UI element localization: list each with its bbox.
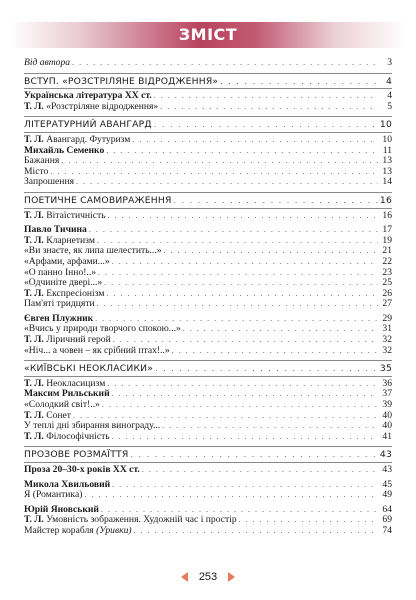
- toc-entry-page: 32: [382, 344, 392, 356]
- toc-entry-label: Проза 20–30-х років XX ст.: [24, 464, 140, 475]
- page-footer: [0, 568, 416, 586]
- toc-entry-label: [24, 526, 132, 537]
- toc-entry-page: 43: [382, 464, 392, 475]
- leader-dots: [112, 480, 378, 491]
- theory-prefix: Т. Л.: [24, 377, 44, 389]
- leader-dots: [183, 324, 378, 335]
- toc-entry[interactable]: [24, 299, 392, 310]
- toc-entry-label: [24, 102, 158, 113]
- toc-entry-page: 11: [382, 144, 392, 156]
- toc-entry-page: 22: [382, 255, 392, 267]
- leader-dots: [76, 177, 378, 188]
- toc-section-heading[interactable]: [24, 77, 392, 90]
- toc-entry-text: Майстер корабля: [24, 524, 94, 536]
- toc-section-label: ПРОЗОВЕ РОЗМАЇТТЯ: [24, 449, 129, 461]
- leader-dots: [130, 450, 377, 461]
- toc-entry[interactable]: [24, 465, 392, 476]
- leader-dots: [98, 268, 378, 279]
- toc-entry-text: «Розстріляне відродження»: [46, 100, 159, 112]
- toc-entry[interactable]: [24, 346, 392, 357]
- section-divider: [24, 116, 392, 117]
- leader-dots: [108, 211, 378, 222]
- toc-entry-page: 5: [387, 100, 392, 112]
- section-divider: [24, 446, 392, 447]
- toc-entry-label: Микола Хвильовий: [24, 478, 111, 490]
- toc-entry[interactable]: [24, 257, 392, 268]
- toc-entry-page: 21: [382, 245, 392, 257]
- toc-entry[interactable]: [24, 211, 392, 222]
- toc-entry-page: 45: [382, 478, 392, 490]
- leader-dots: [174, 196, 378, 207]
- toc-entry[interactable]: [24, 102, 392, 113]
- toc-entry-page: 39: [382, 399, 392, 411]
- leader-dots: [106, 146, 378, 157]
- toc-section-heading[interactable]: [24, 120, 392, 133]
- toc-entry-label: «Арфами, арфами...»: [24, 255, 110, 267]
- toc-section-label: ПОЕТИЧНЕ САМОВИРАЖЕННЯ: [24, 194, 172, 206]
- toc-entry-page: 36: [382, 377, 392, 389]
- toc-entry-text: Вітаїстичність: [46, 209, 106, 221]
- toc-entry-page: 14: [382, 176, 392, 188]
- toc-entry-page: 13: [382, 155, 392, 167]
- toc-section-heading[interactable]: [24, 364, 392, 377]
- toc-entry-page: 40: [382, 409, 392, 421]
- triangle-left-icon: [181, 572, 188, 582]
- leader-dots: [239, 515, 378, 526]
- toc-entry-label: «Одчиніте двері...»: [24, 277, 103, 289]
- toc-entry-label: Пам'яті тридцяти: [24, 298, 95, 310]
- toc-entry-page: 27: [382, 298, 392, 310]
- toc-entry-page: 64: [382, 503, 392, 515]
- toc-entry-label: Євген Плужник: [24, 312, 94, 324]
- toc-entry-page: 69: [382, 514, 392, 526]
- toc-section-heading[interactable]: [24, 196, 392, 209]
- toc-entry-label: «Солодкий світ!..»: [24, 399, 100, 411]
- toc-entry-label: «О панно Інно!..»: [24, 266, 97, 278]
- toc-entry-page: 17: [382, 224, 392, 236]
- leader-dots: [61, 156, 378, 167]
- table-of-contents: [24, 58, 392, 537]
- toc-entry-label: [24, 135, 130, 146]
- toc-entry[interactable]: [24, 146, 392, 157]
- section-divider: [24, 360, 392, 361]
- theory-prefix: Т. Л.: [24, 234, 44, 246]
- toc-section-label: «КИЇВСЬКІ НЕОКЛАСИКИ»: [24, 363, 154, 375]
- theory-prefix: Т. Л.: [24, 209, 44, 221]
- toc-entry-page: 3: [387, 57, 392, 68]
- toc-entry[interactable]: [24, 177, 392, 188]
- toc-entry-label: Михайль Семенко: [24, 144, 105, 156]
- leader-dots: [142, 465, 378, 476]
- toc-entry[interactable]: [24, 156, 392, 167]
- toc-entry-page: 10: [382, 133, 392, 145]
- section-divider: [24, 73, 392, 74]
- toc-section-label: ЛІТЕРАТУРНИЙ АВАНГАРД: [24, 119, 152, 131]
- toc-entry-page: 43: [379, 449, 392, 461]
- toc-entry-page: 35: [379, 363, 392, 375]
- leader-dots: [160, 102, 378, 113]
- toc-entry-page: 16: [379, 194, 392, 206]
- theory-prefix: Т. Л.: [24, 409, 44, 421]
- toc-entry-page: 29: [382, 312, 392, 324]
- toc-entry-label: [24, 432, 110, 443]
- toc-entry[interactable]: [24, 526, 392, 537]
- leader-dots: [84, 490, 378, 501]
- leader-dots: [97, 299, 378, 310]
- toc-entry-label: Я (Романтика): [24, 489, 83, 501]
- toc-entry-page: 37: [382, 388, 392, 400]
- toc-entry-page: 40: [382, 420, 392, 432]
- toc-section-heading[interactable]: [24, 450, 392, 463]
- toc-entry-page: 32: [382, 334, 392, 346]
- leader-dots: [102, 400, 378, 411]
- theory-prefix: Т. Л.: [24, 100, 44, 112]
- toc-entry-label: У теплі дні збирання винограду...: [24, 420, 161, 432]
- toc-entry-text: Кларнетизм: [46, 234, 95, 246]
- toc-entry-label: Запрошення: [24, 176, 74, 188]
- toc-entry-label: «Ніч... а човен – як срібний птах!..»: [24, 344, 170, 356]
- toc-entry-label: Юрій Яновський: [24, 503, 99, 515]
- section-divider: [24, 192, 392, 193]
- page-title: ЗМІСТ: [178, 25, 238, 44]
- toc-entry[interactable]: [24, 432, 392, 443]
- toc-entry-page: 49: [382, 489, 392, 501]
- leader-dots: [220, 77, 378, 88]
- theory-prefix: Т. Л.: [24, 430, 44, 442]
- leader-dots: [134, 526, 378, 537]
- leader-dots: [154, 120, 378, 131]
- toc-entry[interactable]: [24, 167, 392, 178]
- leader-dots: [154, 91, 378, 102]
- toc-entry[interactable]: [24, 135, 392, 146]
- toc-entry-page: 31: [382, 323, 392, 335]
- theory-prefix: Т. Л.: [24, 133, 44, 145]
- toc-entry-page: 4: [387, 90, 392, 102]
- toc-entry[interactable]: [24, 400, 392, 411]
- toc-entry-label: Українська література XX ст.: [24, 90, 152, 102]
- toc-entry-page: 41: [382, 430, 392, 442]
- toc-entry-text: Умовність зображення. Художній час і простір: [46, 514, 237, 526]
- leader-dots: [112, 432, 378, 443]
- toc-entry[interactable]: [24, 58, 392, 69]
- toc-entry-text: Експресіонізм: [46, 287, 105, 299]
- leader-dots: [104, 278, 378, 289]
- leader-dots: [112, 389, 378, 400]
- leader-dots: [164, 246, 378, 257]
- page-number: 253: [198, 571, 218, 584]
- toc-entry-page: 19: [382, 234, 392, 246]
- toc-entry-page: 23: [382, 266, 392, 278]
- toc-entry[interactable]: [24, 490, 392, 501]
- theory-prefix: Т. Л.: [24, 334, 44, 346]
- leader-dots: [162, 421, 378, 432]
- toc-entry-label: Місто: [24, 165, 49, 177]
- toc-entry-page: 13: [382, 165, 392, 177]
- toc-entry-page: 25: [382, 277, 392, 289]
- leader-dots: [106, 289, 378, 300]
- toc-section-label: ВСТУП. «РОЗСТРІЛЯНЕ ВІДРОДЖЕННЯ»: [24, 75, 219, 87]
- leader-dots: [89, 225, 378, 236]
- leader-dots: [172, 346, 378, 357]
- toc-entry-label: [24, 211, 106, 222]
- leader-dots: [155, 364, 378, 375]
- toc-entry-text: Неокласицизм: [46, 377, 106, 389]
- toc-entry-label: Максим Рильський: [24, 388, 110, 400]
- toc-entry-text: Сонет: [46, 409, 71, 421]
- toc-entry-text: Ліричний герой: [46, 334, 111, 346]
- toc-entry-page: 4: [385, 75, 392, 87]
- theory-prefix: Т. Л.: [24, 287, 44, 299]
- toc-entry-text: Авангард. Футуризм: [46, 133, 131, 145]
- toc-entry-page: 16: [382, 209, 392, 221]
- toc-entry-label: Від автора: [24, 57, 71, 68]
- toc-entry-label: «Вчись у природи творчого спокою...»: [24, 323, 181, 335]
- toc-entry-label: Бажання: [24, 155, 60, 167]
- toc-entry-page: 74: [382, 524, 392, 536]
- toc-entry-page: 26: [382, 287, 392, 299]
- toc-entry-label: Павло Тичина: [24, 224, 87, 236]
- toc-entry-label: «Ви знаєте, як липа шелестить...»: [24, 245, 162, 257]
- triangle-right-icon: [228, 572, 235, 582]
- leader-dots: [50, 167, 378, 178]
- leader-dots: [132, 135, 378, 146]
- theory-prefix: Т. Л.: [24, 514, 44, 526]
- leader-dots: [112, 257, 378, 268]
- toc-entry-page: 10: [379, 119, 392, 131]
- toc-entry-note: (Уривки): [96, 524, 132, 536]
- leader-dots: [72, 58, 378, 69]
- toc-entry-text: Філософічність: [46, 430, 110, 442]
- leader-dots: [107, 379, 378, 390]
